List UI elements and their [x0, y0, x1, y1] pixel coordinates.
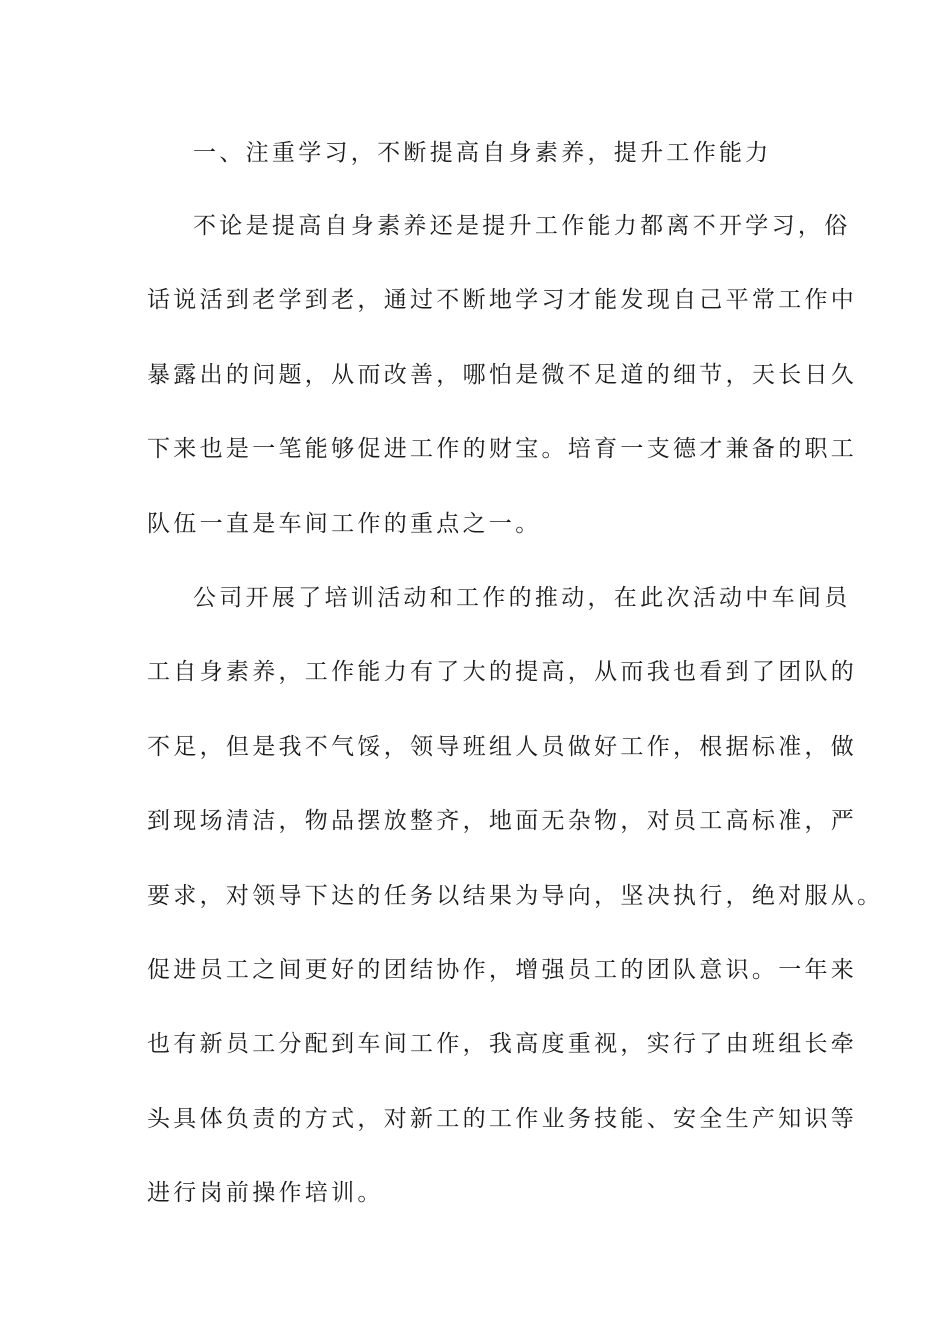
paragraph-line: 要求，对领导下达的任务以结果为导向，坚决执行，绝对服从。 [147, 883, 884, 909]
paragraph-line: 下来也是一笔能够促进工作的财宝。培育一支德才兼备的职工 [147, 436, 858, 462]
paragraph-line: 也有新员工分配到车间工作，我高度重视，实行了由班组长牵 [147, 1031, 858, 1057]
paragraph-line: 不论是提高自身素养还是提升工作能力都离不开学习，俗 [193, 213, 851, 239]
paragraph-line: 头具体负责的方式，对新工的工作业务技能、安全生产知识等 [147, 1106, 858, 1132]
section-heading: 一、注重学习，不断提高自身素养，提升工作能力 [193, 140, 772, 166]
paragraph-line: 暴露出的问题，从而改善，哪怕是微不足道的细节，天长日久 [147, 362, 858, 388]
paragraph-line: 不足，但是我不气馁，领导班组人员做好工作，根据标准，做 [147, 734, 858, 760]
paragraph-line: 队伍一直是车间工作的重点之一。 [147, 511, 542, 537]
paragraph-line: 到现场清洁，物品摆放整齐，地面无杂物，对员工高标准，严 [147, 808, 858, 834]
paragraph-line: 公司开展了培训活动和工作的推动，在此次活动中车间员 [193, 585, 851, 611]
paragraph-line: 话说活到老学到老，通过不断地学习才能发现自己平常工作中 [147, 287, 858, 313]
paragraph-line: 促进员工之间更好的团结协作，增强员工的团队意识。一年来 [147, 957, 858, 983]
paragraph-line: 工自身素养，工作能力有了大的提高，从而我也看到了团队的 [147, 659, 858, 685]
paragraph-line: 进行岗前操作培训。 [147, 1180, 384, 1206]
